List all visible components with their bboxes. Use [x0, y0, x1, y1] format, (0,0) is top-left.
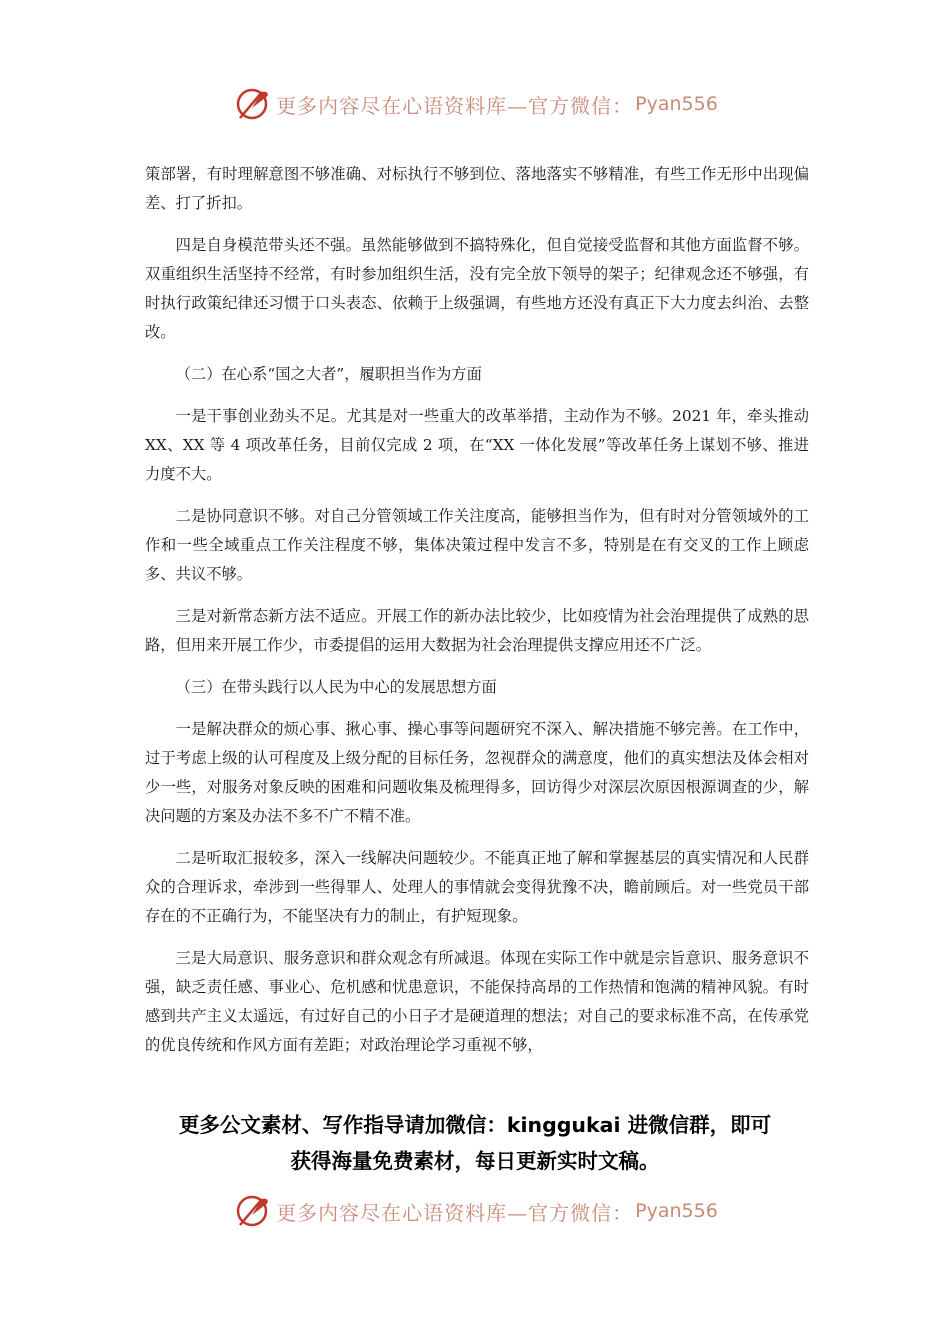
- promo-line: 更多公文素材、写作指导请加微信：kinggukai 进微信群，即可: [178, 1113, 772, 1137]
- paragraph: 二是协同意识不够。对自己分管领域工作关注度高，能够担当作为，但有时对分管领域外的工作和一些全域重点工作关注程度不够，集体决策过程中发言不多，特别是在有交叉的工作上顾虑多、共议不够。: [145, 507, 809, 583]
- quill-logo-icon: [232, 84, 272, 124]
- banner-text: 更多内容尽在心语资料库—官方微信：: [276, 1200, 634, 1225]
- section-heading: （二）在心系“国之大者”，履职担当作为方面: [175, 365, 482, 383]
- quill-logo-icon: [232, 1191, 272, 1231]
- paragraph: 四是自身模范带头还不强。虽然能够做到不搞特殊化，但自觉接受监督和其他方面监督不够。双重组织生活坚持不经常，有时参加组织生活，没有完全放下领导的架子；纪律观念还不够强，有时执行政策纪律还习惯于口头表态、依赖于上级强调，有些地方还没有真正下大力度去纠治、去整改。: [145, 236, 809, 341]
- banner-wechat-id: Pyan556: [635, 1200, 718, 1222]
- paragraph: 一是干事创业劲头不足。尤其是对一些重大的改革举措，主动作为不够。2021 年，牵头推动 XX、XX 等 4 项改革任务，目前仅完成 2 项，在“XX 一体化发展”等改革任务上谋划不够、推进力度不大。: [145, 407, 809, 483]
- banner-wechat-id: Pyan556: [635, 93, 718, 115]
- paragraph: 三是对新常态新方法不适应。开展工作的新办法比较少，比如疫情为社会治理提供了成熟的思路，但用来开展工作少，市委提倡的运用大数据为社会治理提供支撑应用还不广泛。: [145, 607, 809, 654]
- paragraph: 二是听取汇报较多，深入一线解决问题较少。不能真正地了解和掌握基层的真实情况和人民群众的合理诉求，牵涉到一些得罪人、处理人的事情就会变得犹豫不决，瞻前顾后。对一些党员干部存在的不正确行为，不能坚决有力的制止，有护短现象。: [145, 849, 809, 925]
- paragraph: 三是大局意识、服务意识和群众观念有所减退。体现在实际工作中就是宗旨意识、服务意识不强，缺乏责任感、事业心、危机感和忧患意识，不能保持高昂的工作热情和饱满的精神风貌。有时感到共产主义太遥远，有过好自己的小日子才是硬道理的想法；对自己的要求标准不高，在传承党的优良传统和作风方面有差距；对政治理论学习重视不够，: [145, 949, 809, 1054]
- document-body: [145, 160, 809, 1073]
- footer-banner: [0, 1191, 950, 1231]
- promo-line: 获得海量免费素材，每日更新实时文稿。: [290, 1149, 660, 1173]
- section-heading: （三）在带头践行以人民为中心的发展思想方面: [175, 678, 497, 696]
- header-banner: [0, 84, 950, 124]
- paragraph: 策部署，有时理解意图不够准确、对标执行不够到位、落地落实不够精准，有些工作无形中出现偏差、打了折扣。: [145, 165, 809, 212]
- banner-text: 更多内容尽在心语资料库—官方微信：: [276, 93, 634, 118]
- promo-notice: [0, 1107, 950, 1179]
- paragraph: 一是解决群众的烦心事、揪心事、操心事等问题研究不深入、解决措施不够完善。在工作中，过于考虑上级的认可程度及上级分配的目标任务，忽视群众的满意度，他们的真实想法及体会相对少一些，对服务对象反映的困难和问题收集及梳理得多，回访得少对深层次原因根源调查的少，解决问题的方案及办法不多不广不精不准。: [145, 720, 809, 825]
